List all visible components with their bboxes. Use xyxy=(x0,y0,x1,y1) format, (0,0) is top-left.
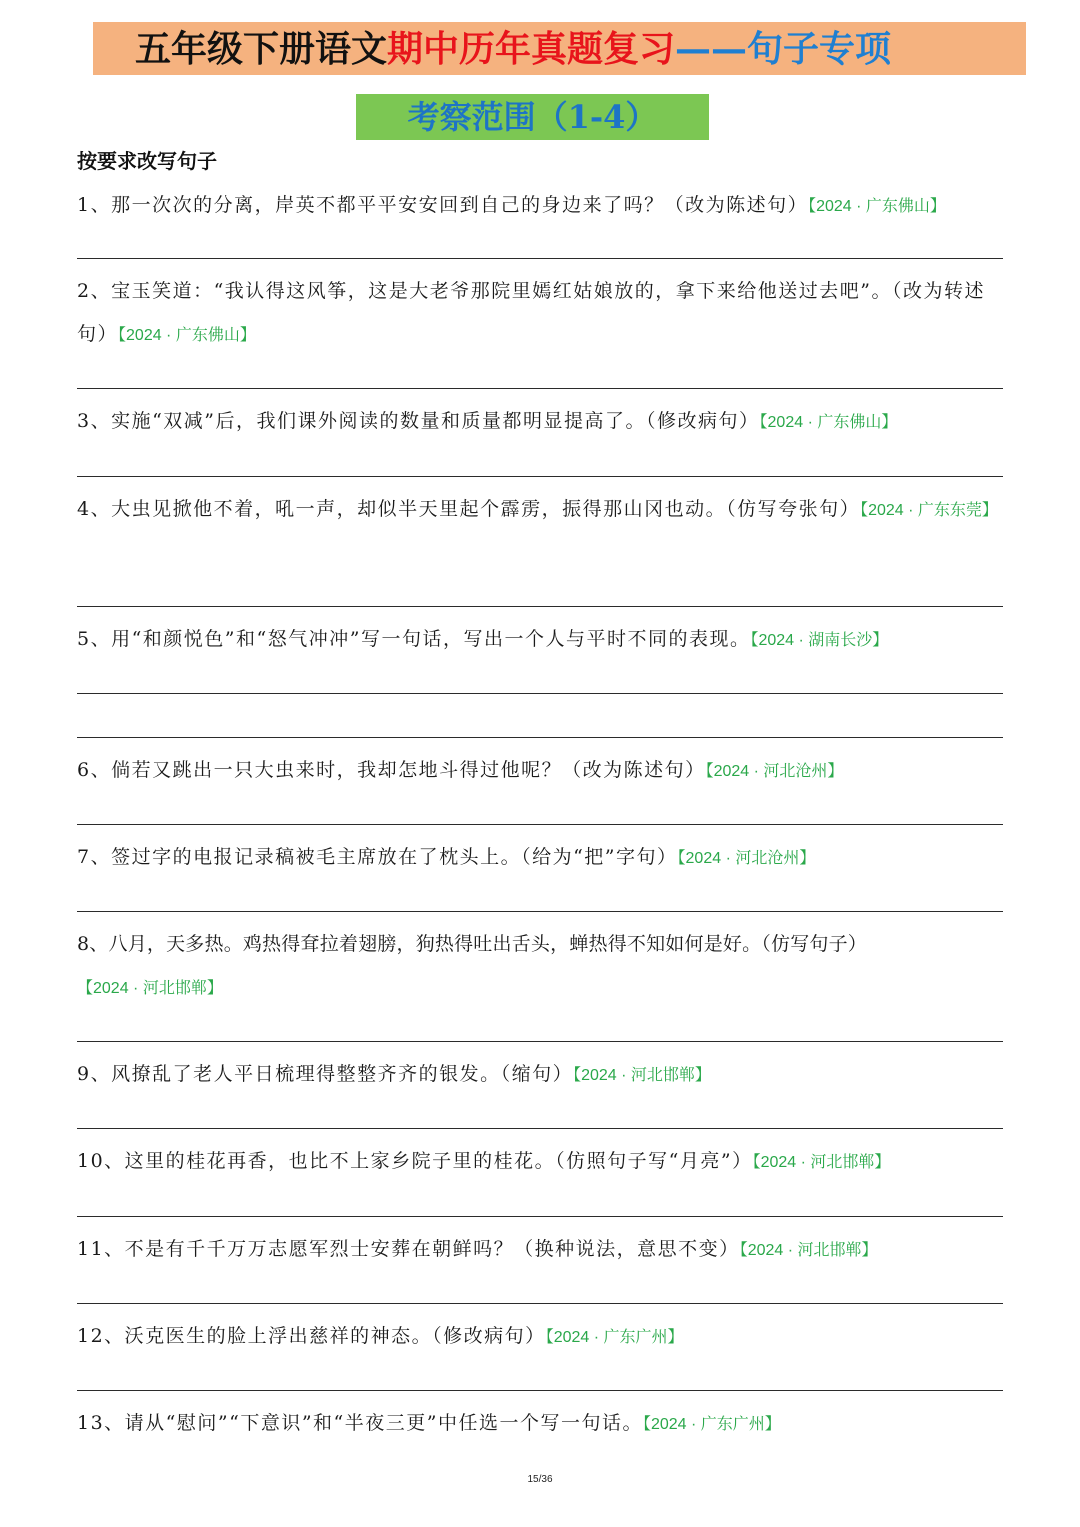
question-source: 【2024 · 河北邯郸】 xyxy=(752,1154,891,1171)
question-7 xyxy=(77,836,1003,880)
page-number: 15/36 xyxy=(527,1474,553,1485)
question-6 xyxy=(77,749,1003,793)
question-text: 12、沃克医生的脸上浮出慈祥的神态。（修改病句） xyxy=(77,1325,546,1347)
answer-line xyxy=(77,911,1003,912)
question-source: 【2024 · 河北邯郸】 xyxy=(573,1067,711,1084)
question-text: 1、那一次次的分离，岸英不都平平安安回到自己的身边来了吗？（改为陈述句） xyxy=(77,194,809,216)
section-heading: 按要求改写句子 xyxy=(77,151,217,173)
question-text: 13、请从“慰问”“下意识”和“半夜三更”中任选一个写一句话。 xyxy=(77,1412,643,1434)
answer-line xyxy=(77,388,1003,389)
title-grade: 五年级下册语文 xyxy=(135,28,388,70)
question-source: 【2024 · 广东广州】 xyxy=(545,1329,684,1346)
answer-line xyxy=(77,1390,1003,1391)
question-source: 【2024 · 广东东莞】 xyxy=(860,502,998,519)
question-source: 【2024 · 湖南长沙】 xyxy=(750,632,889,649)
question-9 xyxy=(77,1053,1003,1097)
question-1 xyxy=(77,184,1003,228)
question-source: 【2024 · 河北沧州】 xyxy=(677,850,816,867)
answer-line xyxy=(77,606,1003,607)
question-5 xyxy=(77,618,1003,662)
title-topic: ——句子专项 xyxy=(675,28,892,70)
answer-line xyxy=(77,737,1003,738)
answer-line xyxy=(77,258,1003,259)
question-text: 3、实施“双减”后，我们课外阅读的数量和质量都明显提高了。（修改病句） xyxy=(77,410,760,432)
question-text: 8、八月，天多热。鸡热得耷拉着翅膀，狗热得吐出舌头，蝉热得不知如何是好。（仿写句子） xyxy=(77,933,867,955)
answer-line xyxy=(77,693,1003,694)
question-text: 10、这里的桂花再香，也比不上家乡院子里的桂花。（仿照句子写“月亮”） xyxy=(77,1150,753,1172)
title-exam: 期中历年真题复习 xyxy=(387,28,676,70)
answer-line xyxy=(77,824,1003,825)
question-4 xyxy=(77,488,1003,532)
page-title xyxy=(135,24,891,74)
question-11 xyxy=(77,1228,1003,1272)
question-2 xyxy=(77,270,1003,357)
question-10 xyxy=(77,1140,1003,1184)
question-text: 5、用“和颜悦色”和“怒气冲冲”写一句话，写出一个人与平时不同的表现。 xyxy=(77,628,751,650)
question-source: 【2024 · 广东佛山】 xyxy=(759,414,898,431)
question-text: 9、风撩乱了老人平日梳理得整整齐齐的银发。（缩句） xyxy=(77,1063,574,1085)
range-label: 考察范围（1-4） xyxy=(356,94,709,140)
answer-line xyxy=(77,1041,1003,1042)
question-text: 4、大虫见掀他不着，吼一声，却似半天里起个霹雳，振得那山冈也动。（仿写夸张句） xyxy=(77,498,861,520)
question-source: 【2024 · 广东佛山】 xyxy=(808,198,946,215)
question-source: 【2024 · 河北沧州】 xyxy=(705,763,844,780)
answer-line xyxy=(77,476,1003,477)
question-source: 【2024 · 广东佛山】 xyxy=(118,327,256,344)
question-text: 11、不是有千千万万志愿军烈士安葬在朝鲜吗？（换种说法，意思不变） xyxy=(77,1238,740,1260)
question-text: 2、宝玉笑道：“我认得这风筝，这是大老爷那院里嫣红姑娘放的，拿下来给他送过去吧”。（改为转述句） xyxy=(77,280,986,345)
question-source: 【2024 · 广东广州】 xyxy=(642,1416,781,1433)
question-8 xyxy=(77,923,1003,1010)
question-source: 【2024 · 河北邯郸】 xyxy=(77,980,223,997)
question-text: 6、倘若又跳出一只大虫来时，我却怎地斗得过他呢？（改为陈述句） xyxy=(77,759,706,781)
answer-line xyxy=(77,1303,1003,1304)
answer-line xyxy=(77,1128,1003,1129)
question-source: 【2024 · 河北邯郸】 xyxy=(739,1242,878,1259)
question-3 xyxy=(77,400,1003,444)
answer-line xyxy=(77,1216,1003,1217)
question-text: 7、签过字的电报记录稿被毛主席放在了枕头上。（给为“把”字句） xyxy=(77,846,678,868)
question-13 xyxy=(77,1402,1003,1446)
question-12 xyxy=(77,1315,1003,1359)
